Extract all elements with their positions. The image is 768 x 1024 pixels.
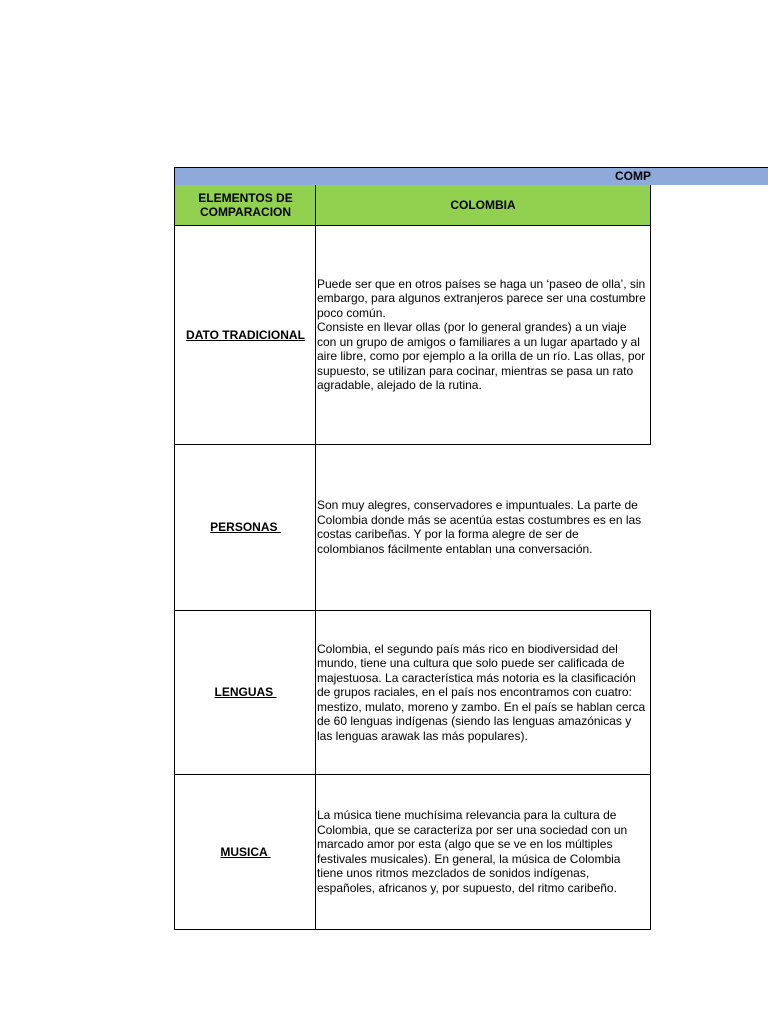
row-content: Colombia, el segundo país más rico en biodiversidad del mundo, tiene una cultura que solo puede ser calificada de majestuosa. La característica más notoria es la clasificación de grupos raciales, en el país nos encontramos con cuatro: mestizo, mulato, moreno y zambo. En el país se hablan cerca de 60 lenguas indígenas (siendo las lenguas amazónicas y las lenguas arawak las más populares). — [317, 641, 646, 743]
row-content: Puede ser que en otros países se haga un ‘paseo de olla’, sin embargo, para algunos extranjeros parece ser una costumbre poco común. Consiste en llevar ollas (por lo general grandes) a un viaje con un grupo de amigos o familiares a un lugar apartado y al aire libre, como por ejemplo a la orilla de un río. Las ollas, por supuesto, se utilizan para cocinar, mientras se pasa un rato agradable, alejado de la rutina. — [317, 276, 646, 392]
row-content-cell — [315, 225, 651, 445]
row-content-cell — [315, 774, 651, 930]
row-content-cell — [315, 610, 651, 775]
row-label-cell — [174, 444, 316, 611]
table-title-bar — [174, 167, 768, 185]
row-content: Son muy alegres, conservadores e impuntuales. La parte de Colombia donde más se acentúa estas costumbres es en las costas caribeñas. Y por la forma alegre de ser de colombianos fácilmente entablan una conversación. — [317, 498, 642, 556]
header-colombia-cell: COLOMBIA — [315, 185, 651, 226]
row-label: LENGUAS — [214, 685, 277, 699]
row-label: DATO TRADICIONAL — [186, 327, 305, 342]
row-content: La música tiene muchísima relevancia para la cultura de Colombia, que se caracteriza por ser una sociedad con un marcado amor por esta (algo que se ve en los múltiples festivales musicales). En general, la música de Colombia tiene unos ritmos mezclados de sonidos indígenas, españoles, africanos y, por supuesto, del ritmo caribeño. — [317, 808, 628, 895]
row-content-cell — [315, 444, 651, 611]
table-title: COMP — [615, 169, 651, 183]
row-label-cell — [174, 610, 316, 775]
row-label-cell — [174, 774, 316, 930]
row-label: PERSONAS — [210, 520, 281, 534]
row-label: MUSICA — [220, 844, 271, 859]
header-elements-cell: ELEMENTOS DE COMPARACION — [174, 185, 316, 226]
row-label-cell — [174, 225, 316, 445]
